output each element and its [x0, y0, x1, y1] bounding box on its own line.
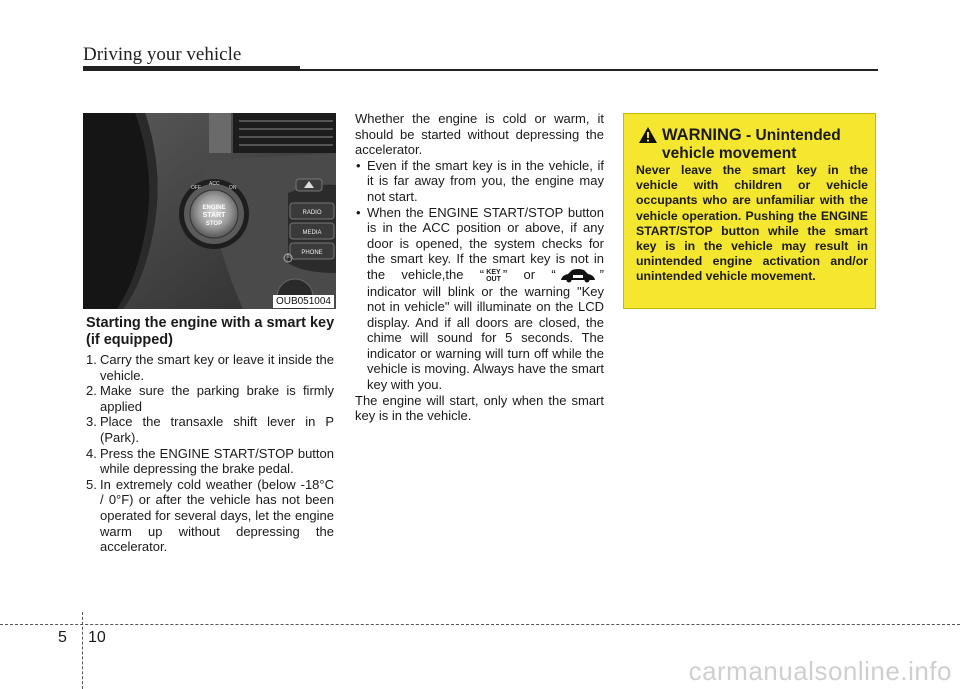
section-heading: Starting the engine with a smart key (if equipped)	[86, 315, 335, 348]
page-number: 10	[88, 629, 106, 646]
footer-rule	[0, 624, 960, 625]
list-item	[86, 477, 334, 555]
notes-list	[355, 158, 604, 393]
step-number: 2.	[86, 383, 97, 399]
step-number: 4.	[86, 445, 97, 461]
bullet-text-part-3: ” indicator will blink or the warning "Key not in vehicle" will illuminate on the LCD display. And if all doors are closed, the chime will sound for 5 seconds. The indicator or warning will turn off while the vehicle is moving. Always have the smart key with you.	[367, 266, 604, 393]
key-out-bottom: OUT	[486, 275, 501, 283]
intro-paragraph: Whether the engine is cold or warm, it should be started without depressing the accelerator.	[355, 111, 604, 158]
button-label-line-1: ENGINE	[202, 205, 226, 211]
step-text: Make sure the parking brake is firmly applied	[100, 383, 334, 414]
step-number: 3.	[86, 414, 97, 430]
outro-paragraph: The engine will start, only when the smart key is in the vehicle.	[355, 392, 604, 424]
bullet-text-part-2: ” or “	[502, 266, 556, 282]
list-item	[355, 158, 604, 205]
step-text: Carry the smart key or leave it inside the vehicle.	[100, 352, 334, 383]
step-number: 5.	[86, 476, 97, 492]
panel-button-radio: RADIO	[302, 210, 322, 216]
watermark: carmanualsonline.info	[688, 656, 952, 686]
panel-button-media: MEDIA	[302, 230, 322, 236]
engine-start-photo	[83, 113, 336, 309]
ring-label-acc: ACC	[209, 181, 220, 187]
footer-divider	[82, 612, 84, 689]
step-number: 1.	[86, 352, 97, 367]
list-item	[86, 352, 334, 383]
bullet-text-part-1: When the ENGINE START/STOP button is in the ACC position or above, if any door is opened, the system checks for the smart key. If the smart key is not in the vehicle,the “	[367, 204, 604, 282]
list-item	[86, 446, 334, 477]
bullet-dot-icon: •	[356, 157, 361, 173]
chapter-number: 5	[58, 629, 67, 646]
list-item	[86, 383, 334, 414]
header-rule-thin	[300, 69, 878, 71]
bullet-dot-icon: •	[356, 204, 361, 220]
photo-caption: OUB051004	[273, 295, 334, 308]
header-rule-thick	[83, 66, 300, 71]
bullet-text: Even if the smart key is in the vehicle, if it is far away from you, the engine may not start.	[367, 157, 604, 204]
ring-label-on: ON	[229, 185, 237, 191]
warning-title-rest: - Unintended vehicle movement	[662, 127, 841, 162]
key-out-indicator-icon	[486, 269, 501, 283]
warning-triangle-icon	[638, 126, 658, 144]
button-label-line-3: STOP	[205, 221, 223, 227]
step-text: Press the ENGINE START/STOP button while depressing the brake pedal.	[100, 445, 334, 477]
dashboard-illustration	[83, 113, 336, 309]
key-out-top: KEY	[486, 268, 501, 276]
warning-body: Never leave the smart key in the vehicle with children or vehicle occupants who are unfamiliar with the vehicle operation. Pushing the ENGINE START/STOP button while the smart key is in the vehicle may result in unintended engine activation and/or unintended vehicle movement.	[636, 163, 868, 284]
panel-button-phone: PHONE	[301, 250, 323, 256]
list-item	[86, 414, 334, 445]
button-label-line-2: START	[202, 212, 226, 219]
list-item	[355, 205, 604, 393]
warning-title	[662, 126, 872, 163]
warning-label: WARNING	[662, 126, 742, 144]
step-text: Place the transaxle shift lever in P (Park).	[100, 414, 334, 445]
warning-box	[623, 113, 876, 309]
steps-list	[86, 352, 334, 555]
middle-column	[355, 111, 604, 424]
ring-label-off: OFF	[191, 185, 201, 191]
step-text: In extremely cold weather (below -18°C / 0°F) or after the vehicle has not been operated for several days, let the engine warm up without depressing the accelerator.	[100, 476, 334, 555]
page-header-title: Driving your vehicle	[83, 44, 242, 65]
car-key-indicator-icon	[558, 268, 598, 284]
